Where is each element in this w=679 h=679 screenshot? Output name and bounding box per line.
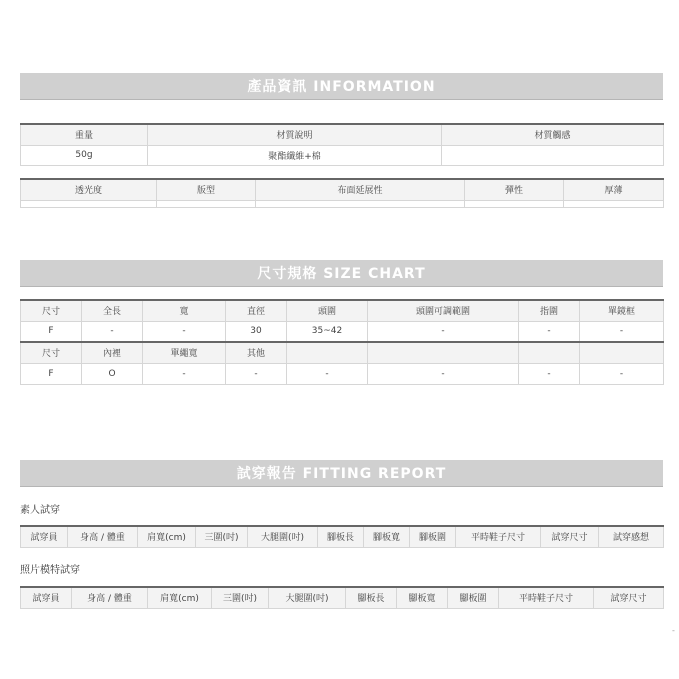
size-cell: - <box>368 321 519 342</box>
amateur-fitting-label: 素人試穿 <box>20 505 60 516</box>
fitting-header: 大腿圍(吋) <box>248 526 318 547</box>
size-header: 其他 <box>226 342 287 363</box>
fitting-header: 肩寬(cm) <box>138 526 196 547</box>
col-weight: 重量 <box>21 124 148 145</box>
col-fit: 版型 <box>157 179 256 200</box>
fitting-header: 試穿尺寸 <box>594 587 664 608</box>
fitting-header: 試穿感想 <box>599 526 664 547</box>
size-cell: - <box>519 363 580 384</box>
fitting-header: 試穿尺寸 <box>541 526 599 547</box>
col-texture: 材質觸感 <box>442 124 664 145</box>
fitting-header: 三圍(吋) <box>212 587 269 608</box>
model-fitting-label: 照片模特試穿 <box>20 565 80 576</box>
size-header <box>580 342 664 363</box>
information-banner: 產品資訊 INFORMATION <box>20 73 663 100</box>
size-header: 單鏡框 <box>580 300 664 321</box>
fitting-header: 腳板寬 <box>397 587 448 608</box>
size-cell: - <box>368 363 519 384</box>
size-header: 頭圍 <box>287 300 368 321</box>
size-header: 內裡 <box>82 342 143 363</box>
size-header: 全長 <box>82 300 143 321</box>
fitting-header: 腳板圍 <box>448 587 499 608</box>
stretch-value <box>256 200 465 207</box>
size-header <box>287 342 368 363</box>
size-cell: 30 <box>226 321 287 342</box>
size-cell: F <box>21 363 82 384</box>
opacity-value <box>21 200 157 207</box>
fit-value <box>157 200 256 207</box>
size-header: 單繩寬 <box>143 342 226 363</box>
col-stretch: 布面延展性 <box>256 179 465 200</box>
fitting-header: 試穿員 <box>21 587 72 608</box>
size-header: 尺寸 <box>21 342 82 363</box>
fitting-header: 腳板長 <box>318 526 364 547</box>
col-thickness: 厚薄 <box>564 179 664 200</box>
fitting-header: 肩寬(cm) <box>148 587 212 608</box>
fitting-header: 身高 / 體重 <box>72 587 148 608</box>
fitting-header: 腳板長 <box>346 587 397 608</box>
size-header: 頭圍可調範圍 <box>368 300 519 321</box>
size-cell: - <box>143 363 226 384</box>
fitting-report-banner: 試穿報告 FITTING REPORT <box>20 460 663 487</box>
col-material: 材質說明 <box>148 124 442 145</box>
size-cell: - <box>82 321 143 342</box>
size-cell: - <box>519 321 580 342</box>
elasticity-value <box>465 200 564 207</box>
col-elasticity: 彈性 <box>465 179 564 200</box>
fitting-header: 腳板圍 <box>410 526 456 547</box>
size-header: 直徑 <box>226 300 287 321</box>
fabric-table <box>20 178 664 208</box>
size-header: 寬 <box>143 300 226 321</box>
texture-value <box>442 145 664 165</box>
fitting-header: 三圍(吋) <box>196 526 248 547</box>
size-cell: F <box>21 321 82 342</box>
size-chart-banner: 尺寸規格 SIZE CHART <box>20 260 663 287</box>
footer-mark: - <box>672 626 675 635</box>
size-header: 尺寸 <box>21 300 82 321</box>
size-cell: O <box>82 363 143 384</box>
size-cell: - <box>226 363 287 384</box>
size-table <box>20 299 664 385</box>
fitting-header: 身高 / 體重 <box>68 526 138 547</box>
size-header <box>519 342 580 363</box>
size-header <box>368 342 519 363</box>
material-table <box>20 123 664 166</box>
size-cell: - <box>143 321 226 342</box>
weight-value: 50g <box>21 145 148 165</box>
size-cell: - <box>580 363 664 384</box>
size-cell: - <box>287 363 368 384</box>
material-value: 聚酯纖維+棉 <box>148 145 442 165</box>
size-cell: 35~42 <box>287 321 368 342</box>
amateur-fitting-table <box>20 525 664 548</box>
model-fitting-table <box>20 586 664 609</box>
fitting-header: 平時鞋子尺寸 <box>499 587 594 608</box>
fitting-header: 腳板寬 <box>364 526 410 547</box>
fitting-header: 大腿圍(吋) <box>269 587 346 608</box>
size-cell: - <box>580 321 664 342</box>
fitting-header: 試穿員 <box>21 526 68 547</box>
col-opacity: 透光度 <box>21 179 157 200</box>
thickness-value <box>564 200 664 207</box>
size-header: 指圍 <box>519 300 580 321</box>
fitting-header: 平時鞋子尺寸 <box>456 526 541 547</box>
